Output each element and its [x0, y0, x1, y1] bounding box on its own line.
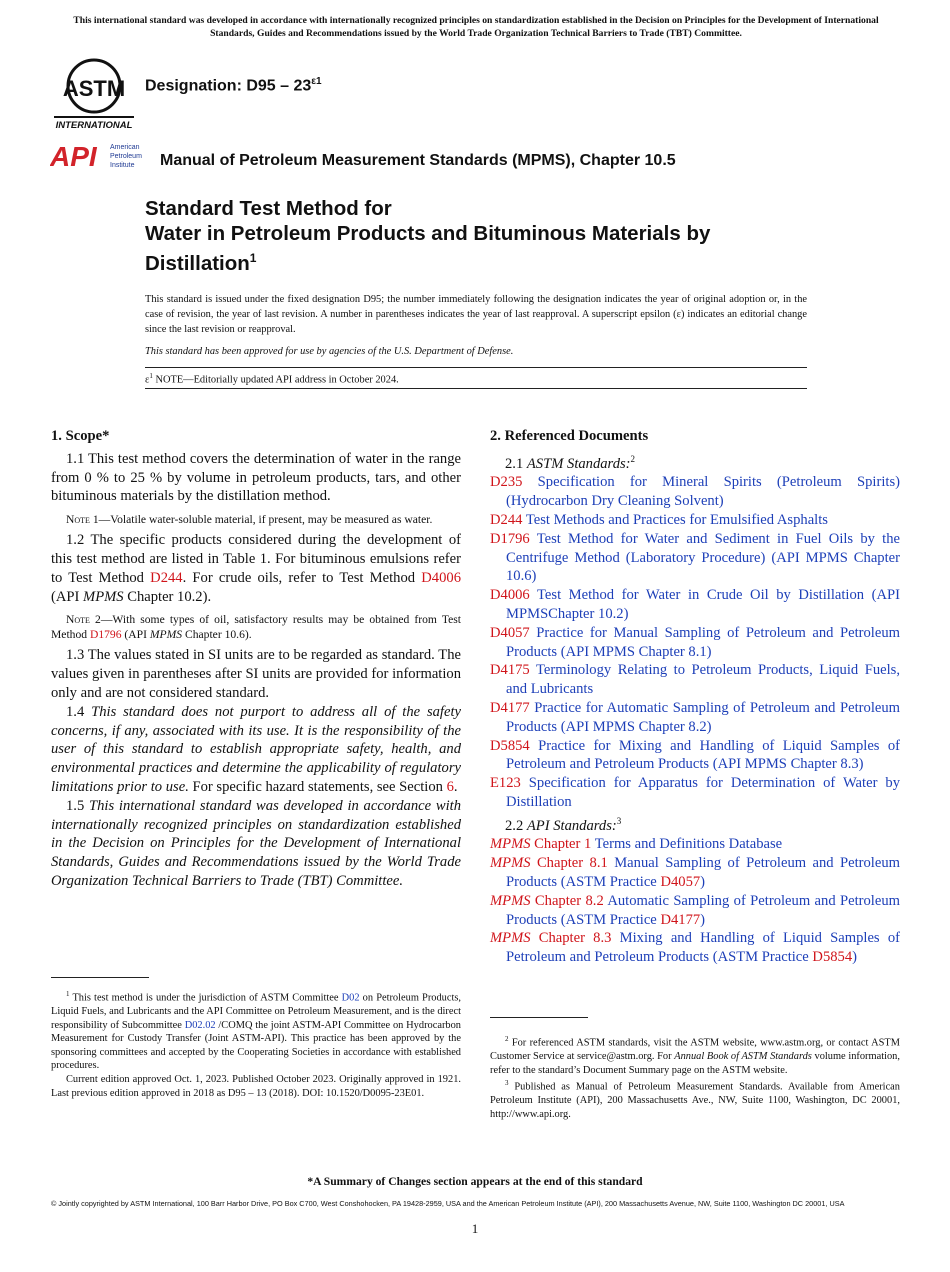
api-chapter-link[interactable]: Chapter 1: [530, 836, 592, 853]
edition-note: Current edition approved Oct. 1, 2023. Published October 2023. Originally approved in 1921. Last previous edition approved in 2018 as D95 – 13 (2018). DOI: 10.1520/D0095-23E01.: [51, 1074, 461, 1099]
reference-code-link[interactable]: D1796: [490, 530, 530, 547]
footnote-divider: [490, 1017, 588, 1018]
section-heading-scope: 1. Scope*: [51, 428, 110, 444]
api-reference-title-link[interactable]: Manual Sampling of Petroleum and Petroleum Products (ASTM Practice: [506, 855, 900, 891]
footnotes-left: [51, 988, 461, 1100]
reference-title-link[interactable]: Practice for Mixing and Handling of Liquid Samples of Petroleum and Petroleum Products (API MPMS Chapter 8.3): [506, 737, 900, 773]
dod-approval: This standard has been approved for use by agencies of the U.S. Department of Defense.: [145, 346, 514, 357]
api-mpms-label[interactable]: MPMS: [490, 855, 531, 872]
link-section-6[interactable]: 6: [446, 778, 454, 795]
divider: [145, 388, 807, 389]
reference-item: [490, 737, 900, 775]
reference-item: [490, 530, 900, 586]
astm-standards-label: 2.1 ASTM Standards:$^2$: [505, 453, 636, 472]
reference-code-link[interactable]: D4057: [490, 624, 530, 641]
api-reference-item: [490, 835, 900, 854]
title-line-2: Water in Petroleum Products and Bituminous Materials by Distillation$^1$: [145, 222, 711, 275]
reference-title-link[interactable]: Specification for Mineral Spirits (Petroleum Spirits) (Hydrocarbon Dry Cleaning Solvent): [506, 474, 900, 510]
reference-item: [490, 473, 900, 511]
note-1: Note 1—Volatile water-soluble material, if present, may be measured as water.: [66, 513, 433, 527]
page-number: 1: [471, 1221, 479, 1236]
title-line-1: Standard Test Method for: [145, 197, 392, 220]
reference-end: ): [700, 911, 706, 928]
reference-title-link[interactable]: Practice for Manual Sampling of Petroleum and Petroleum Products (API MPMS Chapter 8.1): [506, 624, 900, 660]
summary-of-changes-note: *A Summary of Changes section appears at the end of this standard: [307, 1175, 643, 1188]
api-reference-title-link[interactable]: Automatic Sampling of Petroleum and Petroleum Products (ASTM Practice: [506, 892, 900, 928]
paragraph-1-3: 1.3 The values stated in SI units are to be regarded as standard. The values given in parentheses after SI units are provided for information only and are not considered standard.: [51, 647, 461, 701]
svg-text:Petroleum: Petroleum: [110, 153, 142, 160]
api-reference-list: [490, 835, 900, 967]
issuance-statement: This standard is issued under the fixed designation D95; the number immediately following the designation indicates the year of original adoption or, in the case of revision, the year of last revision. A number in parentheses indicates the year of last reapproval. A superscript epsilon (ε) indicates an editorial change since the last revision or reapproval.: [145, 294, 807, 335]
footnotes-right: [490, 1033, 900, 1122]
astm-reference-list: [490, 473, 900, 811]
api-chapter-link[interactable]: Chapter 8.1: [530, 855, 608, 872]
api-logo: [50, 140, 150, 170]
reference-item: [490, 699, 900, 737]
reference-item: [490, 661, 900, 699]
svg-text:Institute: Institute: [110, 162, 135, 169]
link-d02[interactable]: D02: [341, 992, 360, 1004]
api-chapter-link[interactable]: Chapter 8.3: [530, 930, 612, 947]
api-reference-item: [490, 892, 900, 930]
astm-practice-link[interactable]: D4057: [660, 874, 701, 891]
reference-code-link[interactable]: D4006: [490, 587, 530, 604]
api-reference-item: [490, 929, 900, 967]
reference-item: [490, 774, 900, 812]
footnote-1: $^1$ This test method is under the jurisdiction of ASTM Committee D02 on Petroleum Products, Liquid Fuels, and Lubricants and the API Committee on Petroleum Measurement, and is the direct responsibility of Subcommittee D02.02 /COMQ the joint ASTM-API Committee on Hydrocarbon Measurement for Custody Transfer (Joint ASTM-API). This practice has been approved by the sponsoring committees and accepted by the Cooperating Societies in accordance with established procedures.: [51, 990, 462, 1072]
api-standards-label: 2.2 API Standards:$^3$: [505, 815, 622, 834]
reference-title-link[interactable]: Specification for Apparatus for Determination of Water by Distillation: [506, 775, 900, 810]
svg-text:API: API: [50, 141, 97, 170]
reference-code-link[interactable]: D4177: [490, 700, 530, 717]
reference-title-link[interactable]: Practice for Automatic Sampling of Petroleum and Petroleum Products (API MPMS Chapter 8.2): [506, 700, 900, 735]
reference-code-link[interactable]: D244: [490, 512, 523, 529]
paragraph-1-5: 1.5 This international standard was developed in accordance with internationally recognized principles on standardization established in the Decision on Principles for the Development of International Standards, Guides and Recommendations issued by the World Trade Organization Technical Barriers to Trade (TBT) Committee.: [51, 797, 462, 889]
reference-title-link[interactable]: Terminology Relating to Petroleum Products, Liquid Fuels, and Lubricants: [506, 662, 900, 698]
api-reference-item: [490, 854, 900, 892]
api-reference-title-link[interactable]: Mixing and Handling of Liquid Samples of Petroleum and Petroleum Products (ASTM Practice: [506, 930, 900, 966]
astm-logo: [52, 56, 136, 130]
link-d4006[interactable]: D4006: [421, 569, 461, 586]
reference-item: [490, 511, 900, 530]
footnote-3: $^3$ Published as Manual of Petroleum Measurement Standards. Available from American Petroleum Institute (API), 200 Massachusetts Ave., NW, Suite 1100, Washington, DC 20001, http://www.api.org.: [490, 1079, 900, 1120]
svg-text:INTERNATIONAL: INTERNATIONAL: [55, 120, 133, 130]
reference-title-link[interactable]: Test Method for Water in Crude Oil by Distillation (API MPMSChapter 10.2): [506, 587, 900, 623]
reference-item: [490, 624, 900, 662]
api-chapter-link[interactable]: Chapter 8.2: [530, 892, 604, 909]
astm-practice-link[interactable]: D4177: [660, 911, 701, 928]
link-d1796[interactable]: D1796: [89, 628, 122, 642]
api-mpms-label[interactable]: MPMS: [490, 930, 531, 947]
svg-text:American: American: [110, 144, 140, 151]
footnote-2: $^2$ For referenced ASTM standards, visit the ASTM website, www.astm.org, or contact ASTM Customer Service at service@astm.org. For Annual Book of ASTM Standards volume information, refer to the standard’s Document Summary page on the ASTM website.: [490, 1035, 900, 1076]
api-mpms-label[interactable]: MPMS: [490, 836, 531, 853]
copyright-notice: © Jointly copyrighted by ASTM International, 100 Barr Harbor Drive, PO Box C700, West Conshohocken, PA 19428-2959, USA and the American Petroleum Institute (API), 200 Massachusetts Avenue, NW, Suite 1100, Washington DC 20001, USA: [51, 1199, 845, 1208]
referenced-documents-section: [490, 427, 900, 967]
note-2: Note 2—With some types of oil, satisfactory results may be obtained from Test Method D1796 (API MPMS Chapter 10.6).: [51, 613, 461, 642]
mpms-title: Manual of Petroleum Measurement Standards (MPMS), Chapter 10.5: [160, 152, 676, 169]
section-heading-references: 2. Referenced Documents: [490, 428, 649, 444]
editorial-note: $\varepsilon^1$ NOTE—Editorially updated API address in October 2024.: [145, 372, 399, 386]
designation: Designation: $D95 - 23^{\varepsilon 1}$: [145, 76, 322, 95]
footnote-divider: [51, 977, 149, 978]
svg-text:ASTM: ASTM: [62, 76, 126, 101]
reference-code-link[interactable]: D4175: [490, 662, 530, 679]
paragraph-1-2: 1.2 The specific products considered during the development of this test method are listed in Table 1. For bituminous emulsions refer to Test Method D244. For crude oils, refer to Test Method D4006 (API MPMS Chapter 10.2).: [51, 532, 461, 605]
reference-item: [490, 586, 900, 624]
reference-title-link[interactable]: Test Method for Water and Sediment in Fuel Oils by the Centrifuge Method (Laboratory Procedure) (API MPMS Chapter 10.6): [506, 530, 900, 585]
reference-title-link[interactable]: Test Methods and Practices for Emulsified Asphalts: [522, 512, 828, 529]
astm-practice-link[interactable]: D5854: [812, 949, 853, 966]
reference-code-link[interactable]: D5854: [490, 737, 530, 754]
reference-code-link[interactable]: D235: [490, 474, 523, 491]
scope-section: [51, 427, 461, 891]
document-title: [145, 196, 825, 276]
paragraph-1-1: 1.1 This test method covers the determination of water in the range from 0 % to 25 % by volume in petroleum products, tars, and other bituminous materials by the distillation method.: [51, 450, 461, 505]
link-d244[interactable]: D244: [150, 569, 183, 586]
api-mpms-label[interactable]: MPMS: [490, 892, 531, 909]
api-reference-title-link[interactable]: Terms and Definitions Database: [591, 836, 783, 853]
reference-code-link[interactable]: E123: [490, 775, 521, 792]
reference-end: ): [852, 949, 858, 966]
divider: [145, 367, 807, 368]
standard-notice: This international standard was developed in accordance with internationally recognized principles on standardization established in the Decision on Principles for the Development of International Standards, Guides and Recommendations issued by the World Trade Organization Technical Barriers to Trade (TBT) Committee.: [73, 15, 879, 39]
paragraph-1-4: 1.4 This standard does not purport to address all of the safety concerns, if any, associated with its use. It is the responsibility of the user of this standard to establish appropriate safety, health, and environmental practices and determine the applicability of regulatory limitations prior to use. For specific hazard statements, see Section 6.: [51, 703, 461, 795]
link-d02-02[interactable]: D02.02: [184, 1019, 216, 1031]
reference-end: ): [700, 874, 706, 891]
